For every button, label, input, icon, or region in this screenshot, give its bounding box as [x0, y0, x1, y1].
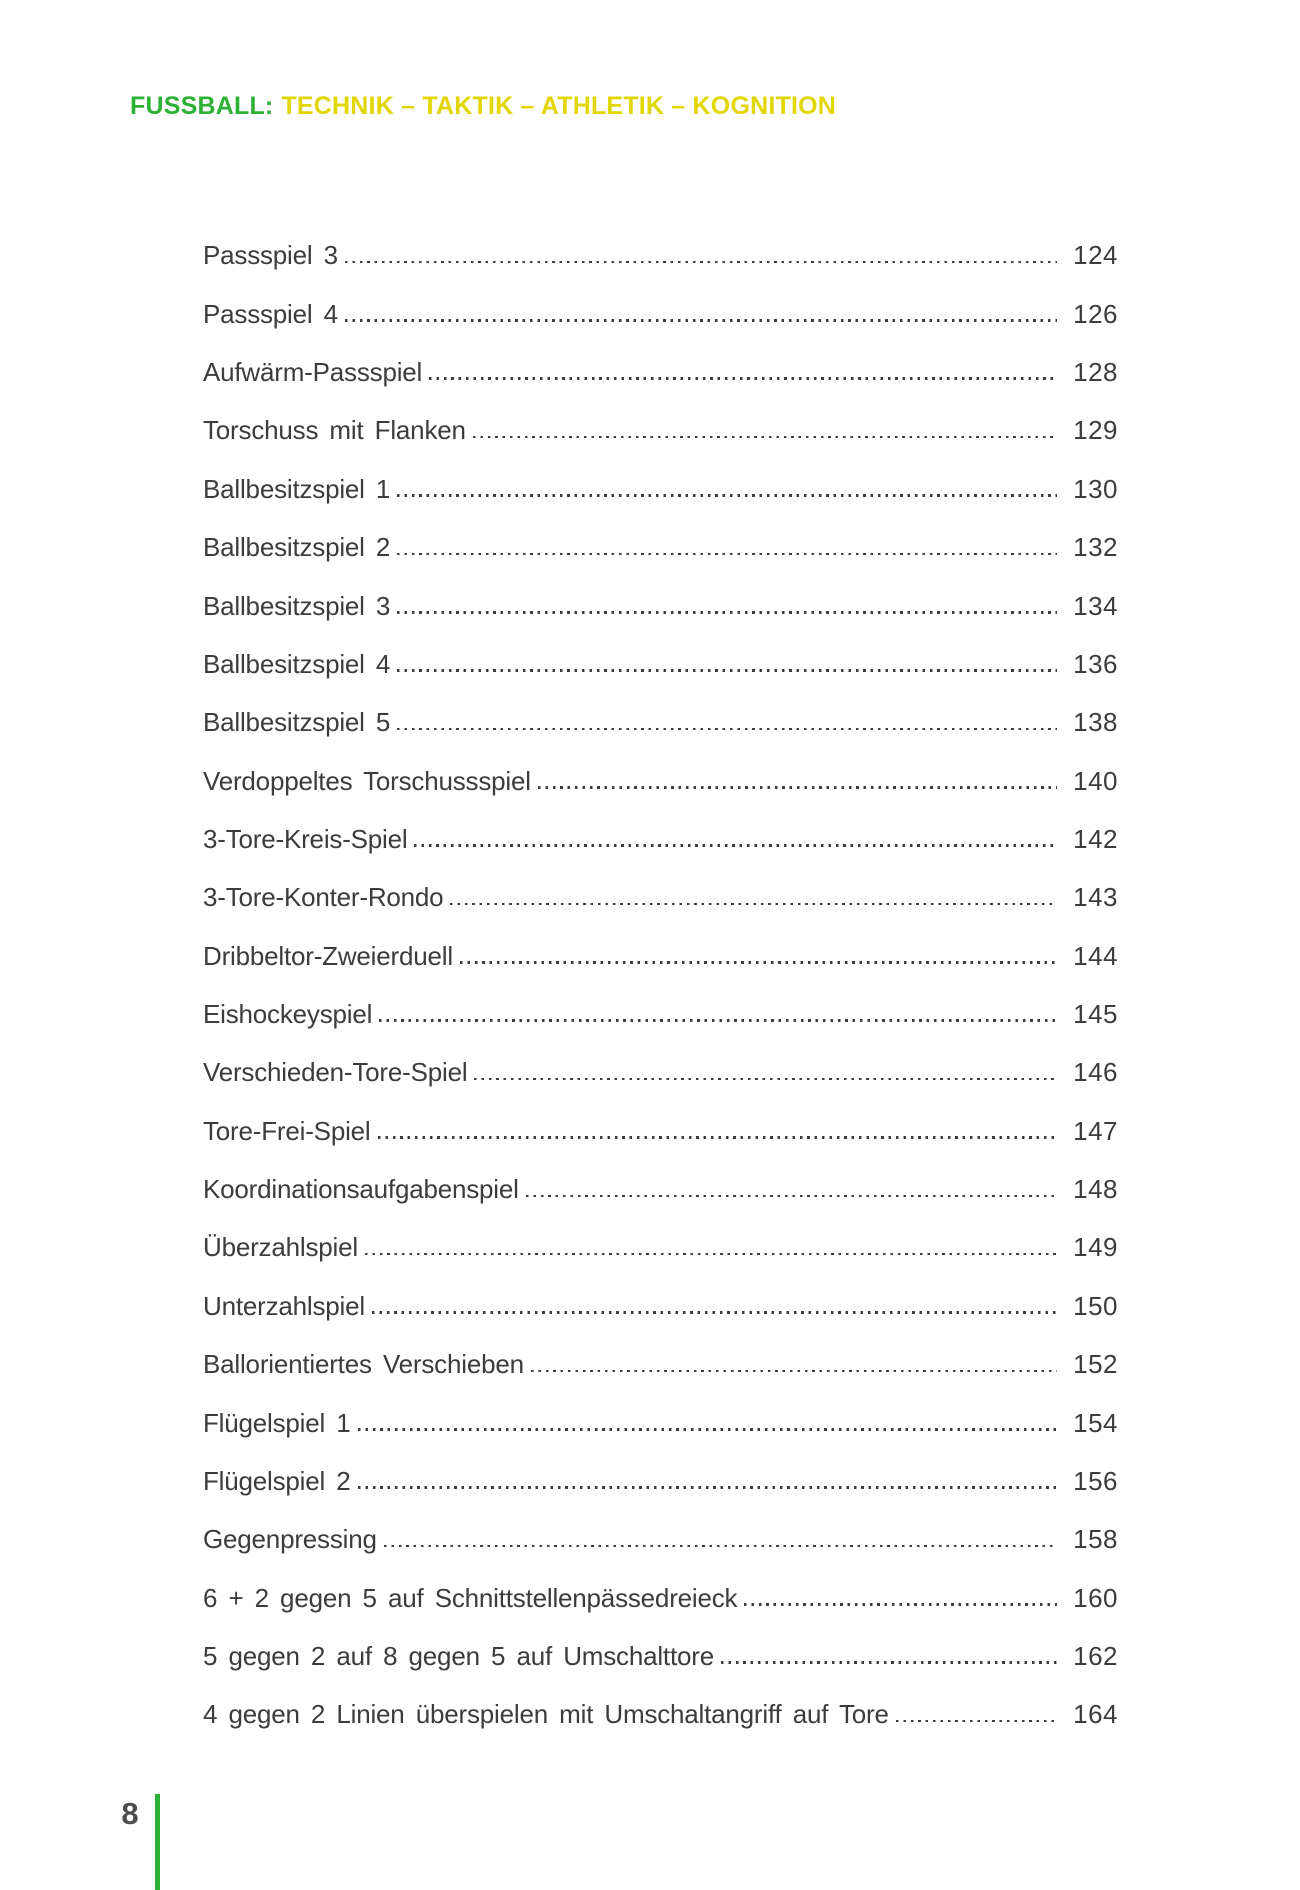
toc-entry: [203, 981, 1118, 1039]
toc-entry: [203, 747, 1118, 805]
page-header: [130, 92, 836, 121]
header-brand: FUSSBALL:: [130, 92, 274, 120]
toc-entry-page: 164: [1073, 1699, 1118, 1730]
dot-leader: [397, 611, 1057, 614]
toc-entry: [203, 1272, 1118, 1330]
dot-leader: [474, 1078, 1057, 1081]
toc-entry-title: Gegenpressing: [203, 1524, 377, 1555]
toc-entry: [203, 1331, 1118, 1389]
dot-leader: [450, 903, 1057, 906]
toc-entry-page: 134: [1073, 590, 1118, 621]
dot-leader: [414, 844, 1057, 847]
dot-leader: [429, 377, 1057, 380]
dot-leader: [397, 669, 1057, 672]
toc-entry-page: 156: [1073, 1465, 1118, 1496]
toc-entry-page: 144: [1073, 940, 1118, 971]
toc-entry-page: 130: [1073, 473, 1118, 504]
toc-entry-page: 162: [1073, 1640, 1118, 1671]
toc-entry-title: Dribbeltor-Zweierduell: [203, 940, 453, 971]
dot-leader: [397, 553, 1057, 556]
toc-entry: [203, 1681, 1118, 1739]
toc-entry: [203, 864, 1118, 922]
dot-leader: [345, 319, 1057, 322]
dot-leader: [358, 1486, 1057, 1489]
toc-entry-page: 124: [1073, 240, 1118, 271]
dot-leader: [896, 1720, 1057, 1723]
toc-entry: [203, 280, 1118, 338]
dot-leader: [378, 1136, 1058, 1139]
dot-leader: [397, 494, 1057, 497]
toc-entry-title: 6 + 2 gegen 5 auf Schnittstellenpässedreieck: [203, 1582, 738, 1613]
toc-entry-title: Ballbesitzspiel 5: [203, 707, 391, 738]
toc-entry-title: 3-Tore-Kreis-Spiel: [203, 823, 408, 854]
toc-entry-title: Verschieden-Tore-Spiel: [203, 1057, 468, 1088]
toc-entry-title: Flügelspiel 2: [203, 1465, 351, 1496]
toc-entry-page: 143: [1073, 882, 1118, 913]
toc-entry: [203, 1623, 1118, 1681]
header-subtitle: TECHNIK – TAKTIK – ATHLETIK – KOGNITION: [281, 92, 837, 120]
toc-entry-page: 126: [1073, 298, 1118, 329]
toc-entry: [203, 222, 1118, 280]
toc-entry-page: 132: [1073, 532, 1118, 563]
dot-leader: [744, 1603, 1057, 1606]
toc-entry-title: Ballorientiertes Verschieben: [203, 1349, 524, 1380]
toc-entry: [203, 1214, 1118, 1272]
toc-entry-title: 4 gegen 2 Linien überspielen mit Umschaltangriff auf Tore: [203, 1699, 889, 1730]
toc-entry-page: 158: [1073, 1524, 1118, 1555]
dot-leader: [397, 728, 1057, 731]
dot-leader: [365, 1253, 1057, 1256]
toc-entry-title: 3-Tore-Konter-Rondo: [203, 882, 444, 913]
toc-entry-title: Eishockeyspiel: [203, 999, 373, 1030]
folio-rule: [155, 1794, 160, 1890]
toc-entry-page: 160: [1073, 1582, 1118, 1613]
folio-page-number: 8: [121, 1796, 139, 1831]
toc-entry-page: 148: [1073, 1174, 1118, 1205]
toc-entry-page: 136: [1073, 648, 1118, 679]
toc-entry-page: 146: [1073, 1057, 1118, 1088]
toc-entry: [203, 514, 1118, 572]
toc-entry-title: Passspiel 4: [203, 298, 338, 329]
toc-entry-page: 149: [1073, 1232, 1118, 1263]
toc-entry: [203, 1039, 1118, 1097]
toc-entry-page: 145: [1073, 999, 1118, 1030]
toc-entry: [203, 689, 1118, 747]
toc-entry-page: 140: [1073, 765, 1118, 796]
toc-entry-page: 142: [1073, 823, 1118, 854]
dot-leader: [721, 1661, 1057, 1664]
dot-leader: [358, 1428, 1057, 1431]
toc-entry-page: 154: [1073, 1407, 1118, 1438]
toc-entry-title: Flügelspiel 1: [203, 1407, 351, 1438]
toc-entry: [203, 397, 1118, 455]
dot-leader: [379, 1019, 1057, 1022]
toc-entry: [203, 806, 1118, 864]
dot-leader: [526, 1195, 1057, 1198]
toc-entry-title: Ballbesitzspiel 1: [203, 473, 391, 504]
toc-entry-page: 129: [1073, 415, 1118, 446]
toc-entry: [203, 1389, 1118, 1447]
dot-leader: [372, 1311, 1057, 1314]
toc-entry: [203, 1097, 1118, 1155]
dot-leader: [538, 786, 1057, 789]
toc-entry-page: 128: [1073, 357, 1118, 388]
toc-entry: [203, 1156, 1118, 1214]
dot-leader: [384, 1545, 1057, 1548]
toc-entry-title: Ballbesitzspiel 3: [203, 590, 391, 621]
toc-entry-title: Koordinationsaufgabenspiel: [203, 1174, 519, 1205]
toc-entry-page: 150: [1073, 1290, 1118, 1321]
toc-entry-title: Passspiel 3: [203, 240, 338, 271]
toc-entry-page: 152: [1073, 1349, 1118, 1380]
toc-entry-title: Ballbesitzspiel 2: [203, 532, 391, 563]
toc-entry: [203, 339, 1118, 397]
dot-leader: [345, 261, 1057, 264]
toc-list: [203, 222, 1118, 1739]
toc-entry-title: Tore-Frei-Spiel: [203, 1115, 371, 1146]
toc-entry-title: Ballbesitzspiel 4: [203, 648, 391, 679]
toc-entry-title: Aufwärm-Passspiel: [203, 357, 423, 388]
toc-entry: [203, 455, 1118, 513]
toc-entry-title: Verdoppeltes Torschussspiel: [203, 765, 531, 796]
dot-leader: [473, 436, 1057, 439]
toc-entry-title: 5 gegen 2 auf 8 gegen 5 auf Umschalttore: [203, 1640, 714, 1671]
toc-entry: [203, 1564, 1118, 1622]
dot-leader: [531, 1370, 1057, 1373]
toc-entry-title: Unterzahlspiel: [203, 1290, 365, 1321]
toc-entry: [203, 572, 1118, 630]
toc-entry: [203, 1506, 1118, 1564]
toc-entry-title: Überzahlspiel: [203, 1232, 358, 1263]
toc-entry: [203, 1448, 1118, 1506]
toc-entry: [203, 631, 1118, 689]
toc-entry-title: Torschuss mit Flanken: [203, 415, 466, 446]
toc-entry: [203, 922, 1118, 980]
toc-entry-page: 147: [1073, 1115, 1118, 1146]
dot-leader: [460, 961, 1057, 964]
toc-entry-page: 138: [1073, 707, 1118, 738]
